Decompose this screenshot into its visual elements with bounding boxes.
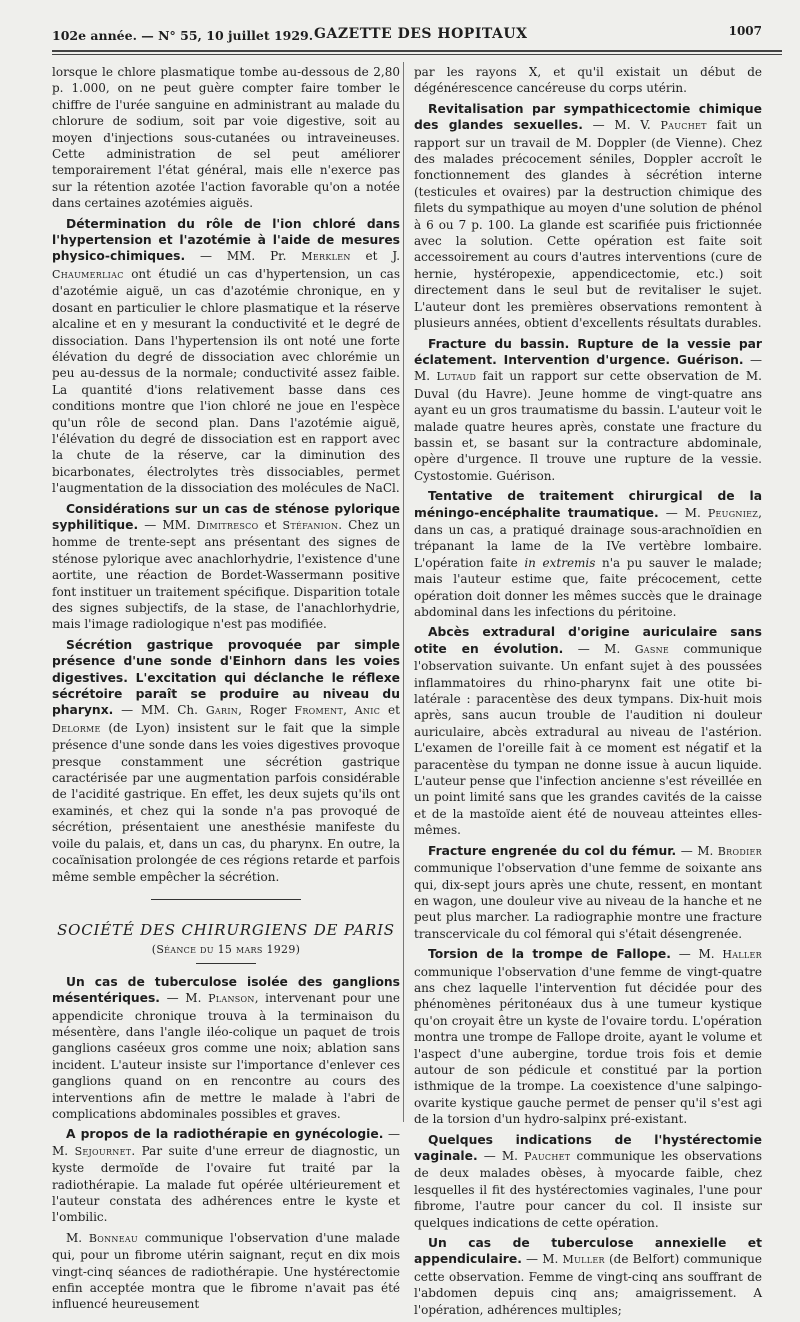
author-name: Dimitresco: [196, 518, 259, 532]
article-bonneau: M. Bonneau communique l'observation d'une malade qui, pour un fibrome utérin saignant, reçut en dix mois vingt-cinq séances de radiothérapie. Une hystérectomie enfin acceptée montra que le fibrome n'avait pas été influencé heureusement: [52, 1230, 400, 1312]
article-radiotherapie: A propos de la radiothérapie en gynécologie. — M. Sejournet. Par suite d'une erreur de diagnostic, un kyste dermoïde de l'ovaire fut traité par la radiothérapie. La malade fut opérée ultérieurement et l'auteur constata des adhérences entre le kyste et l'ombilic.: [52, 1127, 401, 1225]
article-fracture-bassin: Fracture du bassin. Rupture de la vessie par éclatement. Intervention d'urgence. Guérison. — M. Lutaud fait un rapport sur cette observation de M. Duval (du Havre). Jeune homme de vingt-quatre ans ayant eu un gros traumatisme du bassin. L'auteur voit le malade quatre heures après, constate une fracture du bassin et, se basant sur la contracture abdominale, opère d'urgence. Il trouve une rupture de la vessie. Cystostomie. Guérison.: [414, 336, 762, 483]
article-heading: Abcès extradural d'origine auriculaire sans otite en évolution.: [414, 625, 762, 656]
article-heading: Torsion de la trompe de Fallope.: [428, 947, 671, 962]
author-name: Stéfanion: [282, 518, 339, 532]
article-tuberculose-ganglions: Un cas de tuberculose isolée des ganglions mésentériques. — M. Planson, intervenant pour une appendicite chronique trouva à la terminaison du mésentère, dans l'angle iléo-colique un paquet de trois ganglions caséeux gros comme une noix; ablation sans incident. L'auteur insiste sur l'importance d'enlever ces ganglions quand on en rencontre au cours des interventions afin de mettre le malade à l'abri de complications abdominales possibles et graves.: [52, 974, 400, 1121]
article-heading: Revitalisation par sympathicectomie chimique des glandes sexuelles.: [414, 101, 762, 133]
column-divider: [403, 62, 404, 1122]
author-name: Pauchet: [660, 119, 707, 133]
article-heading: Fracture du bassin. Rupture de la vessie par éclatement. Intervention d'urgence. Guérison.: [414, 336, 762, 367]
author-name: Peugniez: [707, 506, 759, 520]
article-fracture-femur: Fracture engrenée du col du fémur. — M. Brodier communique l'observation d'une femme de soixante ans qui, dix-sept jours après une chute, ressent, en montant en wagon, une douleur vive au niveau de la hanche et ne peut plus marcher. La radiographie montre une fracture transcervicale du col fémoral qui s'était désengrenée.: [414, 843, 762, 941]
author-name: Gasne: [634, 642, 670, 656]
article-stenose-pylorique: Considérations sur un cas de sténose pylorique syphilitique. — MM. Dimitresco et Stéfanion. Chez un homme de trente-sept ans présentant des signes de sténose pylorique avec anachlorhydrie, l'existence d'une aortite, une réaction de Bordet-Wassermann positive font instituer un traitement spécifique. Disparition totale des signes subjectifs, de la stase, de l'anachlorhydrie, mais l'image radiologique n'est pas modifiée.: [52, 501, 400, 632]
article-heading: Considérations sur un cas de sténose pylorique syphilitique.: [52, 501, 400, 532]
article-torsion-trompe: Torsion de la trompe de Fallope. — M. Haller communique l'observation d'une femme de vingt-quatre ans chez laquelle l'intervention fut décidée pour des phénomènes péritonéaux dus à une tumeur kystique qu'on croyait être un kyste de l'ovaire tordu. L'opération montra une trompe de Fallope droite, ayant le volume et l'aspect d'une aubergine, tordue trois fois et demie autour de son pédicule et constitué par la portion isthmique de la trompe. La coexistence d'une salpingo-ovarite kystique gauche permet de penser qu'il s'est agi de la torsion d'un hydro-salpinx pré-existant.: [414, 947, 762, 1127]
right-column: [414, 64, 762, 1322]
article-heading: Tentative de traitement chirurgical de la méningo-encéphalite traumatique.: [414, 489, 762, 520]
paragraph-continued: par les rayons X, et qu'il existait un début de dégénérescence cancéreuse du corps utérin.: [414, 65, 762, 96]
author-name: Froment: [294, 704, 344, 718]
author-name: Haller: [722, 948, 762, 962]
issue-info: 102e année. — N° 55, 10 juillet 1929.: [52, 28, 314, 43]
paragraph-continued: lorsque le chlore plasmatique tombe au-dessous de 2,80 p. 1.000, on ne peut guère compter faire tomber le chiffre de l'urée sanguine en administrant au malade du chlorure de sodium, soit par voie digestive, soit au moyen d'injections sous-cutanées ou intraveineuses. Cette administration de sel peut améliorer temporairement l'état général, mais elle n'exerce pas sur la rétention azotée l'action favorable qu'on a notée dans certaines azotémies aiguës.: [52, 65, 400, 211]
author-name: Bonneau: [88, 1231, 138, 1245]
author-name: Sejournet: [74, 1144, 132, 1158]
section-rule: [196, 963, 256, 964]
header-rule-thin: [52, 54, 782, 55]
page-number: 1007: [728, 24, 762, 38]
author-name: Planson: [208, 992, 255, 1006]
author-name: Lutaud: [436, 370, 477, 384]
article-tuberculose-annexielle: Un cas de tuberculose annexielle et appendiculaire. — M. Muller (de Belfort) communique cette observation. Femme de vingt-cinq ans souffrant de l'abdomen depuis cinq ans; amaigrissement. A l'opération, adhérences multiples;: [414, 1236, 762, 1317]
article-heading: Un cas de tuberculose isolée des ganglions mésentériques.: [52, 974, 400, 1006]
article-meningo-encephalite: Tentative de traitement chirurgical de la méningo-encéphalite traumatique. — M. Peugniez, dans un cas, a pratiqué drainage sous-arachnoïdien en trépanant la lame de la IVe vertèbre lombaire. L'opération faite in extremis n'a pu sauver le malade; mais l'auteur estime que, faite précocement, cette opération doit donner les mêmes succès que le drainage abdominal dans les infections du péritoine.: [414, 489, 762, 619]
author-name: Merklen: [301, 250, 351, 264]
author-name: Pauchet: [524, 1150, 571, 1163]
article-secretion-gastrique: Sécrétion gastrique provoquée par simple présence d'une sonde d'Einhorn dans les voies digestives. L'excitation qui déclanche le réflexe sécrétoire paraît se produire au niveau du pharynx. — MM. Ch. Garin, Roger Froment, Anic et Delorme (de Lyon) insistent sur le fait que la simple présence d'une sonde dans les voies digestives provoque presque constamment une sécrétion gastrique caractérisée par une augmentation parfois considérable de l'acidité gastrique. En effet, les deux sujets qu'ils ont examinés, et chez qui la sonde n'a pas provoqué de sécrétion, présentaient une anesthésie manifeste du voile du palais, et, dans un cas, du pharynx. En outre, la cocaïnisation prolongée de ces régions retarde et parfois même semble empêcher la sécrétion.: [52, 637, 400, 884]
article-heading: Fracture engrenée du col du fémur.: [428, 843, 677, 858]
article-revitalisation: Revitalisation par sympathicectomie chimique des glandes sexuelles. — M. V. Pauchet fait un rapport sur un travail de M. Doppler (de Vienne). Chez des malades précocement séniles, Doppler accroît le fonctionnement des glandes à sécrétion interne (testicules et ovaires) par la destruction chimique des filets du sympathique au moyen d'une solution de phénol à 6 ou 7 p. 100. La glande est scarifiée puis frictionnée avec la solution. Cette opération est faite soit accessoirement au cours d'autres interventions (cure de hernie, hystéropexie, appendicectomie, etc.) soit directement dans le seul but de revitaliser le sujet. L'auteur dont les premières observations remontent à plusieurs années, obtient d'excellents résultats durables.: [414, 101, 762, 331]
section-divider: [151, 899, 301, 900]
author-name: Brodier: [717, 844, 762, 858]
page-header: [52, 22, 762, 44]
author-name: Anic: [354, 704, 381, 718]
author-name: Chaumerliac: [52, 267, 124, 281]
society-title: SOCIÉTÉ DES CHIRURGIENS DE PARIS: [57, 920, 395, 939]
article-heading: A propos de la radiothérapie en gynécologie.: [66, 1127, 384, 1142]
left-column: [52, 64, 400, 1317]
author-name: Delorme: [52, 721, 101, 735]
article-hysterectomie-vaginale: Quelques indications de l'hystérectomie vaginale. — M. Pauchet communique les observations de deux malades obèses, à myocarde faible, chez lesquelles il fit des hystérectomies vaginales, l'une pour fibrome, l'autre pour cancer du col. Il insiste sur quelques indications de cette opération.: [414, 1132, 762, 1230]
author-name: Muller: [562, 1253, 605, 1267]
journal-title: GAZETTE DES HOPITAUX: [314, 26, 528, 42]
article-heading: Quelques indications de l'hystérectomie vaginale.: [414, 1132, 762, 1163]
article-heading: Un cas de tuberculose annexielle et appendiculaire.: [414, 1236, 762, 1267]
article-heading: Détermination du rôle de l'ion chloré dans l'hypertension et l'azotémie à l'aide de mesures physico-chimiques.: [52, 216, 400, 264]
author-name: Garin: [205, 704, 239, 718]
article-heading: Sécrétion gastrique provoquée par simple présence d'une sonde d'Einhorn dans les voies digestives. L'excitation qui déclanche le réflexe sécrétoire paraît se produire au niveau du pharynx.: [52, 637, 400, 718]
article-chlore-hypertension: Détermination du rôle de l'ion chloré dans l'hypertension et l'azotémie à l'aide de mesures physico-chimiques. — MM. Pr. Merklen et J. Chaumerliac ont étudié un cas d'hypertension, un cas d'azotémie aiguë, un cas d'azotémie chronique, en y dosant en particulier le chlore plasmatique et la réserve alcaline et en y mesurant la conductivité et le degré de dissociation. Dans l'hypertension ils ont noté une forte élévation du degré de dissociation avec chlorémie un peu au-dessus de la normale; conductivité assez faible. La quantité d'ions relativement basse dans ces conditions montre que l'ion chloré ne joue en l'espèce qu'un rôle de second plan. Dans l'azotémie aiguë, l'élévation du degré de dissociation est en rapport avec la chute de la réserve, car la diminution des bicarbonates, électrolytes très dissociables, permet l'augmentation de la dissociation des molécules de NaCl.: [52, 216, 401, 496]
header-rule: [52, 50, 782, 52]
article-abces-extradural: Abcès extradural d'origine auriculaire sans otite en évolution. — M. Gasne communique l'observation suivante. Un enfant sujet à des poussées inflammatoires du rhino-pharynx fait une otite bi-latérale : paracentèse des deux tympans. Dix-huit mois après, sans aucun trouble de l'audition ni douleur auriculaire, abcès extradural au niveau de l'astérion. L'examen de l'oreille fait à ce moment est négatif et la paracentèse du tympan ne donne issue à aucun liquide. L'auteur pense que l'infection ancienne s'est réveillée en un point limité sans que les grandes cavités de la caisse et de la mastoïde aient été de nouveau atteintes elles-mêmes.: [414, 625, 762, 838]
session-date: (Séance du 15 mars 1929): [151, 943, 301, 957]
